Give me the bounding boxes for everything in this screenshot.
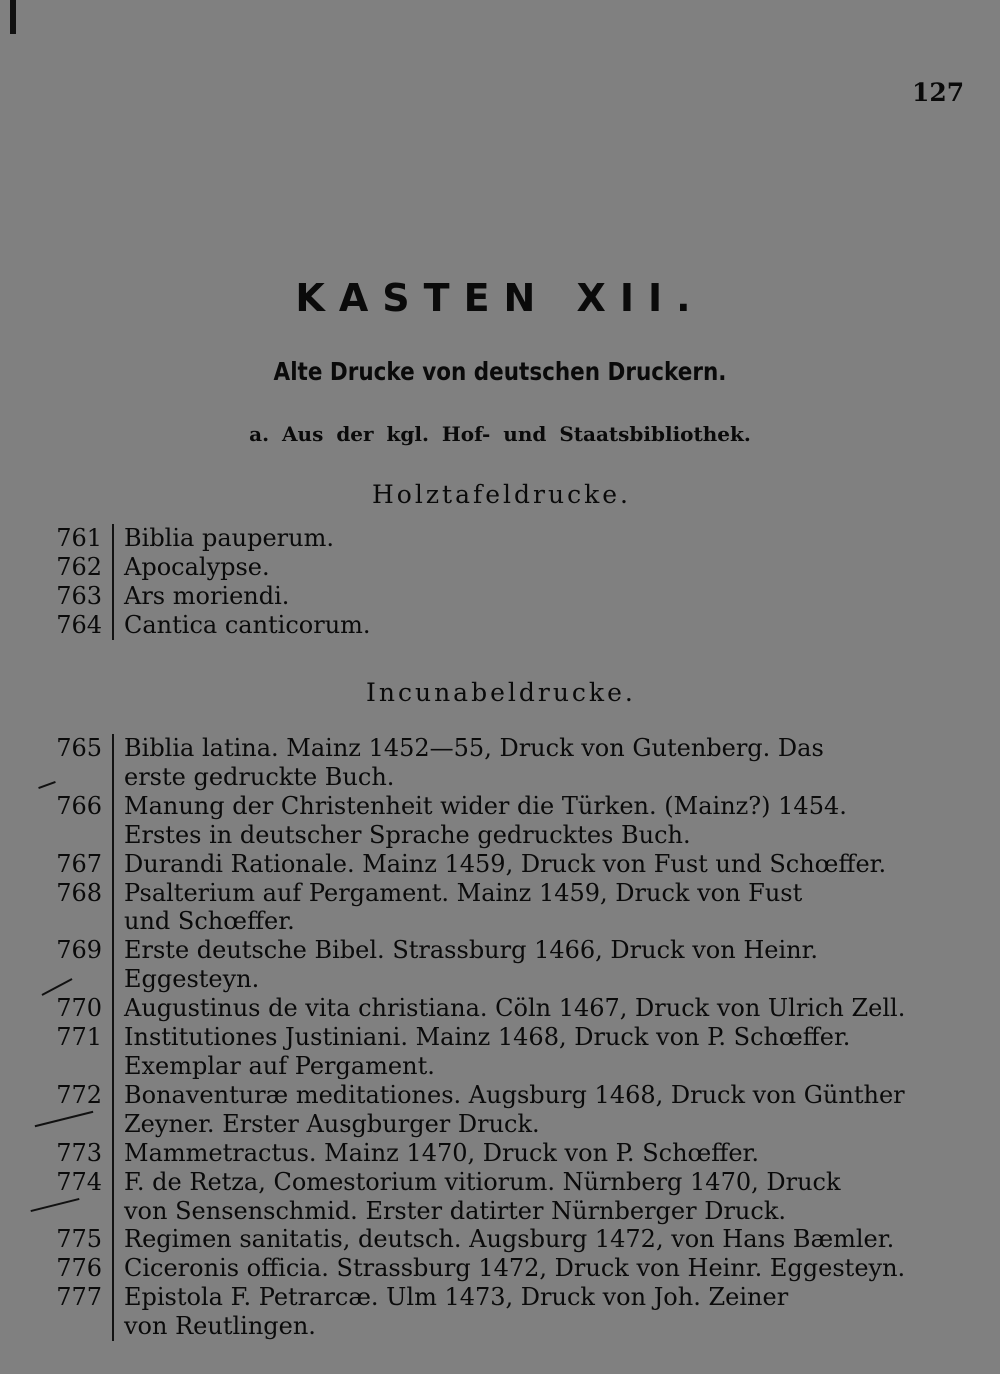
entry-text: Regimen sanitatis, deutsch. Augsburg 1472, von Hans Bæmler.	[112, 1225, 930, 1254]
list-item	[0, 1023, 1000, 1052]
entry-number: 765	[56, 734, 102, 762]
entry-text: Eggesteyn.	[112, 965, 930, 994]
entry-text: Cantica canticorum.	[112, 611, 930, 640]
entry-text: Epistola F. Petrarcæ. Ulm 1473, Druck von Joh. Zeiner	[112, 1283, 930, 1312]
list-item	[0, 524, 1000, 553]
entry-number	[0, 965, 112, 994]
list-item	[0, 1081, 1000, 1110]
entry-text: Mammetractus. Mainz 1470, Druck von P. Schœffer.	[112, 1139, 930, 1168]
entry-text: Exemplar auf Pergament.	[112, 1052, 930, 1081]
list-item	[0, 1254, 1000, 1283]
list-item	[0, 907, 1000, 936]
list-item	[0, 1110, 1000, 1139]
entry-number: 762	[56, 552, 102, 581]
page-subtitle: Alte Drucke von deutschen Druckern.	[273, 357, 727, 386]
entry-text: F. de Retza, Comestorium vitiorum. Nürnberg 1470, Druck	[112, 1168, 930, 1197]
list-item	[0, 879, 1000, 908]
entry-number: 764	[56, 610, 102, 639]
source-line: a. Aus der kgl. Hof- und Staatsbibliothek.	[249, 422, 751, 446]
entry-number	[0, 1312, 112, 1341]
entry-number	[0, 1052, 112, 1081]
list-item	[0, 1225, 1000, 1254]
list-item	[0, 1197, 1000, 1226]
entry-text: Augustinus de vita christiana. Cöln 1467, Druck von Ulrich Zell.	[112, 994, 930, 1023]
list-item	[0, 792, 1000, 821]
entry-text: Ars moriendi.	[112, 582, 930, 611]
entry-number: 767	[56, 849, 102, 878]
list-item	[0, 994, 1000, 1023]
entry-text: Erste deutsche Bibel. Strassburg 1466, Druck von Heinr.	[112, 936, 930, 965]
list-item	[0, 1283, 1000, 1312]
entry-text: Ciceronis officia. Strassburg 1472, Druck von Heinr. Eggesteyn.	[112, 1254, 930, 1283]
entry-text: Apocalypse.	[112, 553, 930, 582]
list-item	[0, 582, 1000, 611]
list-item	[0, 965, 1000, 994]
entry-number	[0, 1110, 112, 1139]
section-heading-holztafeldrucke: Holztafeldrucke.	[372, 480, 631, 509]
entry-number	[0, 1197, 112, 1226]
entry-text: Biblia latina. Mainz 1452—55, Druck von Gutenberg. Das	[112, 734, 930, 763]
entry-number: 770	[56, 994, 102, 1023]
entry-text: erste gedruckte Buch.	[112, 763, 930, 792]
entry-number: 773	[56, 1138, 102, 1167]
entry-number: 771	[56, 1023, 102, 1052]
list-item	[0, 850, 1000, 879]
entry-text: Erstes in deutscher Sprache gedrucktes Buch.	[112, 821, 930, 850]
section-heading-incunabeldrucke: Incunabeldrucke.	[366, 678, 636, 707]
entry-text: Bonaventuræ meditationes. Augsburg 1468, Druck von Günther	[112, 1081, 930, 1110]
entry-text: von Reutlingen.	[112, 1312, 930, 1341]
entry-text: und Schœffer.	[112, 907, 930, 936]
entry-number	[0, 907, 112, 936]
list-item	[0, 1312, 1000, 1341]
page-number: 127	[912, 78, 965, 107]
entry-text: Biblia pauperum.	[112, 524, 930, 553]
list-item	[0, 611, 1000, 640]
entry-list-holztafeldrucke	[0, 524, 1000, 640]
entry-number: 768	[56, 878, 102, 907]
scan-edge-mark	[10, 0, 16, 34]
entry-list-incunabeldrucke	[0, 734, 1000, 1341]
list-item	[0, 1168, 1000, 1197]
entry-number: 772	[56, 1080, 102, 1109]
list-item	[0, 763, 1000, 792]
entry-number: 777	[56, 1283, 102, 1312]
entry-number: 761	[56, 524, 102, 552]
entry-number: 774	[56, 1167, 102, 1196]
entry-number: 763	[56, 581, 102, 610]
entry-number	[0, 821, 112, 850]
list-item	[0, 821, 1000, 850]
entry-text: Durandi Rationale. Mainz 1459, Druck von Fust und Schœffer.	[112, 850, 930, 879]
entry-text: von Sensenschmid. Erster datirter Nürnberger Druck.	[112, 1197, 930, 1226]
entry-number: 769	[56, 936, 102, 965]
list-item	[0, 1052, 1000, 1081]
list-item	[0, 936, 1000, 965]
list-item	[0, 553, 1000, 582]
entry-number: 766	[56, 791, 102, 820]
entry-text: Psalterium auf Pergament. Mainz 1459, Druck von Fust	[112, 879, 930, 908]
entry-number	[0, 763, 112, 792]
entry-number: 776	[56, 1254, 102, 1283]
entry-text: Manung der Christenheit wider die Türken. (Mainz?) 1454.	[112, 792, 930, 821]
entry-text: Institutiones Justiniani. Mainz 1468, Druck von P. Schœffer.	[112, 1023, 930, 1052]
entry-text: Zeyner. Erster Ausgburger Druck.	[112, 1110, 930, 1139]
list-item	[0, 734, 1000, 763]
list-item	[0, 1139, 1000, 1168]
entry-number: 775	[56, 1225, 102, 1254]
page-title: KASTEN XII.	[295, 276, 705, 320]
